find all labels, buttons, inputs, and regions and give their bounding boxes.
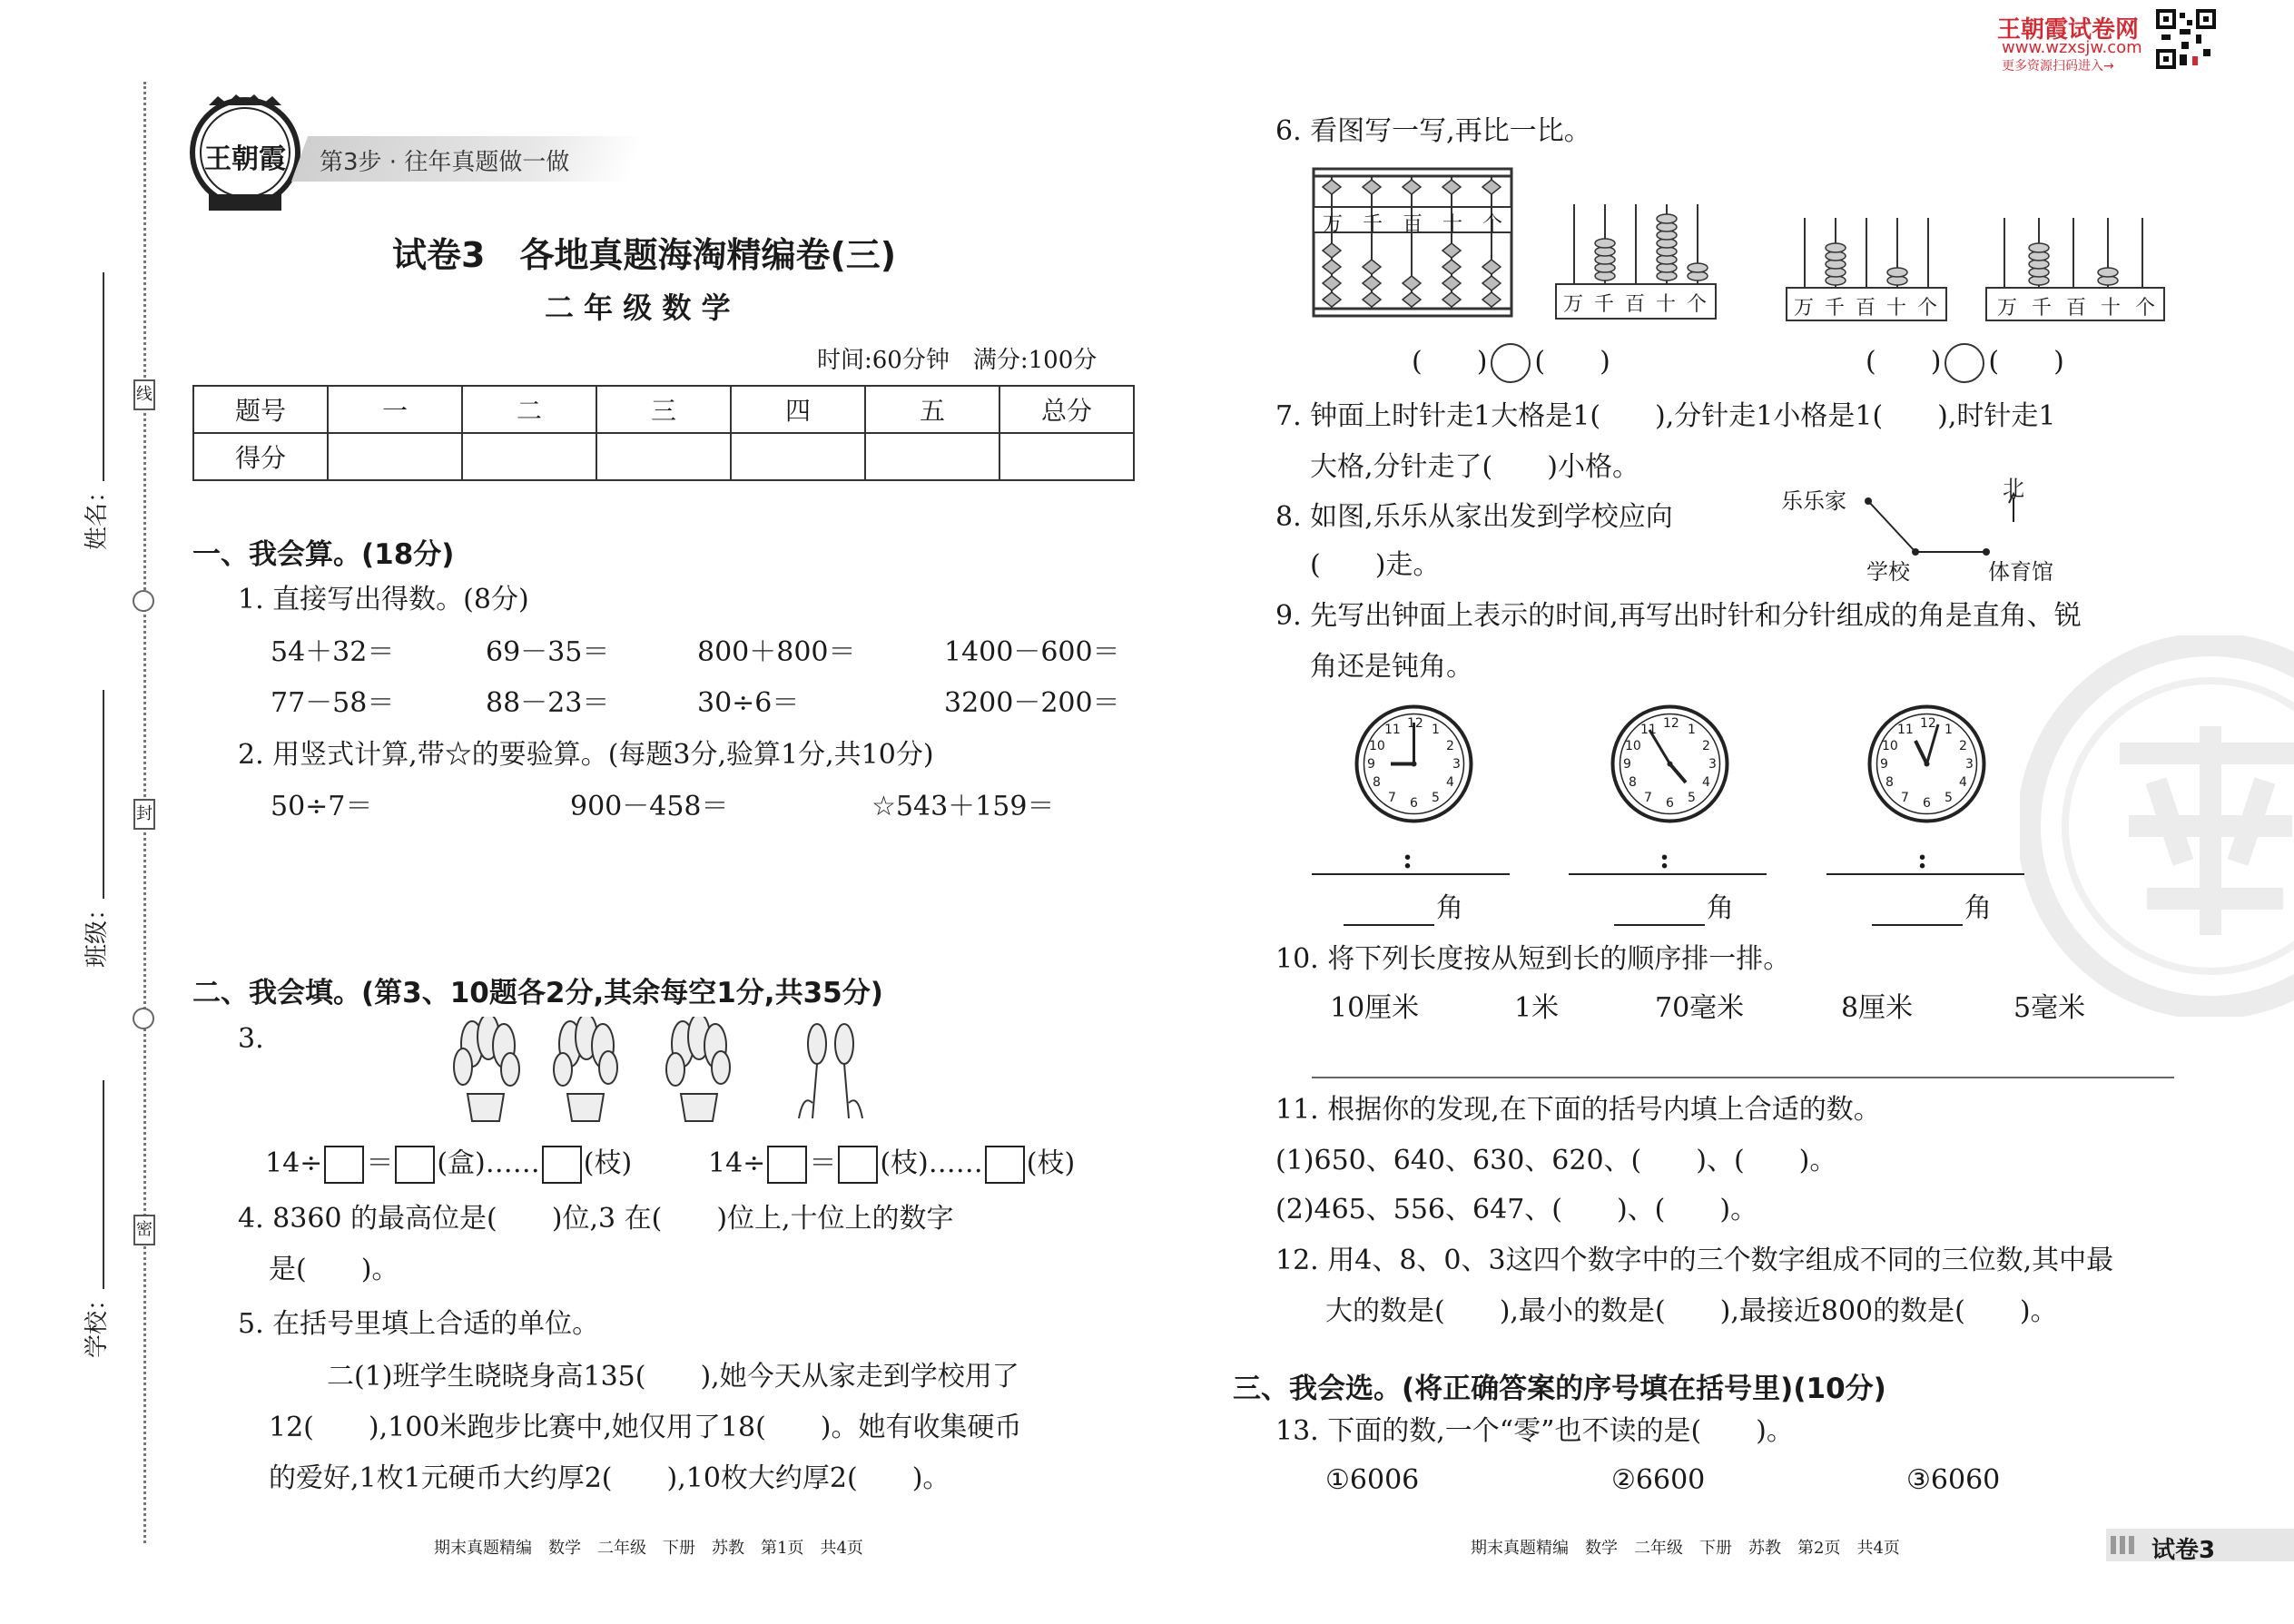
page-title: 试卷3 各地真题海淘精编卷(三) — [392, 235, 897, 275]
score-cell[interactable] — [328, 433, 462, 480]
answer-box[interactable] — [542, 1146, 582, 1184]
q9-line1: 9. 先写出钟面上表示的时间,再写出时针和分针组成的角是直角、锐 — [1275, 600, 2082, 632]
q1-item: 800＋800＝ — [697, 636, 856, 668]
clock-number: 11 — [1640, 723, 1657, 737]
flower-pot-icon — [666, 1017, 730, 1121]
clock-number: 1 — [1944, 723, 1953, 737]
q3-equation-2 — [708, 1146, 1075, 1184]
q13-title: 13. 下面的数,一个“零”也不读的是( )。 — [1275, 1415, 1794, 1447]
class-label: 班级： — [84, 896, 112, 969]
clock-number: 12 — [1407, 716, 1423, 731]
clock-number: 10 — [1369, 739, 1385, 753]
angle-label: 角 — [1707, 892, 1734, 924]
score-cell[interactable] — [731, 433, 865, 480]
clock-number: 5 — [1688, 791, 1696, 805]
q1-item: 1400－600＝ — [944, 636, 1120, 668]
abacus-label: 十 — [1442, 213, 1463, 236]
abacus-label: 百 — [1625, 293, 1646, 316]
abacus-label: 万 — [1323, 213, 1344, 236]
q6-compare-right — [1866, 343, 2064, 383]
score-header-cell: 总分 — [999, 386, 1134, 433]
class-line — [103, 690, 104, 899]
abacus-label: 百 — [2066, 297, 2087, 320]
eq-text: (盒)…… — [437, 1147, 540, 1179]
margin-mark-seal: 封 — [133, 799, 155, 830]
watermark-tip: 更多资源扫码进入→ — [2002, 59, 2114, 74]
eq-text: ＝ — [366, 1147, 394, 1179]
clock-number: 11 — [1897, 723, 1914, 737]
binding-hole-icon — [133, 1008, 154, 1029]
clock-2-numbers — [1609, 703, 1731, 825]
clock-number: 8 — [1373, 775, 1381, 790]
map-school-label: 学校 — [1866, 559, 1910, 585]
angle-blank-1[interactable] — [1344, 924, 1434, 926]
footer-tab-dots — [2111, 1536, 2136, 1554]
q13-option[interactable]: ②6600 — [1611, 1464, 1706, 1496]
q12-line1: 12. 用4、8、0、3这四个数字中的三个数字组成不同的三位数,其中最 — [1275, 1245, 2114, 1276]
angle-label: 角 — [1436, 892, 1463, 924]
map-north-label: 北 — [2003, 476, 2024, 501]
clock-number: 9 — [1623, 757, 1631, 772]
score-header-cell: 题号 — [193, 386, 328, 433]
watermark-url: www.wzxsjw.com — [2002, 38, 2142, 57]
abacus-label: 千 — [1825, 297, 1846, 320]
q11-line2: (2)465、556、647、( )、( )。 — [1275, 1194, 1758, 1225]
q5-line1: 二(1)班学生晓晓身高135( ),她今天从家走到学校用了 — [327, 1361, 1019, 1393]
q9-line2: 角还是钝角。 — [1310, 651, 1473, 683]
answer-box[interactable] — [324, 1146, 364, 1184]
q4-line1: 4. 8360 的最高位是( )位,3 在( )位上,十位上的数字 — [238, 1203, 954, 1235]
score-row-label: 得分 — [193, 433, 328, 480]
logo-text: 王朝霞 — [204, 143, 286, 175]
name-field[interactable] — [84, 272, 116, 551]
compare-circle[interactable] — [1491, 343, 1531, 383]
clock-3-numbers — [1866, 703, 1988, 825]
q10-item: 70毫米 — [1655, 992, 1745, 1024]
abacus-label: 个 — [1482, 213, 1503, 236]
abacus-label: 十 — [1656, 293, 1677, 316]
class-field[interactable] — [84, 690, 116, 969]
clock-number: 5 — [1432, 791, 1440, 805]
angle-blank-2[interactable] — [1614, 924, 1705, 926]
section3-title: 三、我会选。(将正确答案的序号填在括号里)(10分) — [1233, 1373, 1886, 1405]
clock-number: 10 — [1882, 739, 1898, 753]
clock-number: 3 — [1708, 757, 1717, 772]
clock-number: 9 — [1367, 757, 1375, 772]
flower-pot-icon — [454, 1017, 519, 1121]
clock-number: 8 — [1629, 775, 1637, 790]
page-subtitle: 二 年 级 数 学 — [545, 290, 731, 325]
clock-number: 7 — [1388, 791, 1396, 805]
clock-number: 8 — [1885, 775, 1894, 790]
section1-title: 一、我会算。(18分) — [192, 538, 455, 571]
eq-text: (枝)…… — [880, 1147, 983, 1179]
school-line — [103, 1080, 104, 1289]
score-cell[interactable] — [999, 433, 1134, 480]
binding-hole-icon — [133, 590, 154, 612]
answer-box[interactable] — [838, 1146, 878, 1184]
clock-number: 1 — [1688, 723, 1696, 737]
q5-line3: 的爱好,1枚1元硬币大约厚2( ),10枚大约厚2( )。 — [269, 1462, 950, 1494]
q1-item: 3200－200＝ — [944, 687, 1120, 719]
step-banner-text: 第3步 · 往年真题做一做 — [320, 149, 570, 176]
qr-code-icon — [2156, 9, 2216, 69]
q12-line2: 大的数是( ),最小的数是( ),最接近800的数是( )。 — [1325, 1295, 2058, 1327]
clock-number: 12 — [1920, 716, 1936, 731]
clock-number: 10 — [1625, 739, 1641, 753]
score-header-cell: 四 — [731, 386, 865, 433]
q1-item: 69－35＝ — [486, 636, 610, 668]
clock-number: 7 — [1901, 791, 1909, 805]
q10-title: 10. 将下列长度按从短到长的顺序排一排。 — [1275, 943, 1791, 975]
abacus-label: 个 — [1687, 293, 1708, 316]
abacus-label: 十 — [2101, 297, 2122, 320]
name-line — [103, 272, 104, 481]
flower-pot-icon — [554, 1017, 617, 1121]
score-cell[interactable] — [596, 433, 731, 480]
abacus-label: 万 — [1794, 297, 1815, 320]
answer-blank[interactable]: ( ) — [1988, 346, 2064, 378]
score-header-cell: 二 — [462, 386, 596, 433]
secret-seal-watermark — [2020, 635, 2294, 1017]
abacus-label: 个 — [2135, 297, 2156, 320]
answer-box[interactable] — [985, 1146, 1025, 1184]
q5-title: 5. 在括号里填上合适的单位。 — [238, 1308, 600, 1340]
time-colon: : — [1403, 843, 1413, 875]
margin-mark-line: 线 — [133, 379, 155, 410]
footer-right: 期末真题精编 数学 二年级 下册 苏教 第2页 共4页 — [1471, 1539, 1900, 1558]
name-label: 姓名： — [84, 478, 112, 551]
eq-text: 14÷ — [708, 1147, 766, 1179]
score-header-cell: 五 — [865, 386, 999, 433]
score-table-row — [193, 433, 1134, 480]
q11-title: 11. 根据你的发现,在下面的括号内填上合适的数。 — [1275, 1094, 1881, 1126]
q6-compare-left — [1412, 343, 1610, 383]
time-info: 时间:60分钟 满分:100分 — [817, 347, 1098, 374]
abacus-label: 万 — [1563, 293, 1584, 316]
q1-title: 1. 直接写出得数。(8分) — [238, 584, 529, 615]
clock-number: 2 — [1959, 739, 1967, 753]
q3-equation-1 — [265, 1146, 632, 1184]
q3-number: 3. — [238, 1023, 264, 1055]
abacus-label: 十 — [1886, 297, 1907, 320]
abacus-label: 千 — [1594, 293, 1615, 316]
score-header-cell: 一 — [328, 386, 462, 433]
abacus-label: 百 — [1856, 297, 1876, 320]
score-table — [192, 385, 1135, 481]
footer-left: 期末真题精编 数学 二年级 下册 苏教 第1页 共4页 — [434, 1539, 863, 1558]
clock-number: 7 — [1644, 791, 1652, 805]
eq-text: ＝ — [809, 1147, 837, 1179]
watermark-brand: 王朝霞试卷网 — [1997, 16, 2140, 44]
clock-number: 4 — [1446, 775, 1454, 790]
clock-number: 9 — [1880, 757, 1888, 772]
clock-number: 2 — [1702, 739, 1710, 753]
q2-item: 900－458＝ — [570, 791, 729, 822]
abacus-label: 千 — [1363, 213, 1383, 236]
answer-blank[interactable]: ( ) — [1866, 346, 1942, 378]
angle-label: 角 — [1964, 892, 1992, 924]
q1-item: 77－58＝ — [271, 687, 395, 719]
school-label: 学校： — [84, 1286, 112, 1359]
answer-blank[interactable]: ( ) — [1412, 346, 1488, 378]
logo — [186, 93, 304, 215]
margin-mark-secret: 密 — [133, 1215, 155, 1245]
q2-item: 50÷7＝ — [271, 791, 373, 822]
compare-circle[interactable] — [1944, 343, 1984, 383]
q10-item: 10厘米 — [1330, 992, 1420, 1024]
time-colon: : — [1917, 843, 1928, 875]
q11-line1: (1)650、640、630、620、( )、( )。 — [1275, 1145, 1837, 1176]
q1-item: 30÷6＝ — [697, 687, 800, 719]
abacus-1 — [1312, 165, 1513, 320]
q2-item: ☆543＋159＝ — [871, 791, 1055, 822]
q10-item: 5毫米 — [2013, 992, 2086, 1024]
answer-blank[interactable]: ( ) — [1534, 346, 1610, 378]
q10-answer-line[interactable] — [1312, 1077, 2174, 1078]
clock-number: 6 — [1410, 796, 1418, 811]
eq-text: (枝) — [583, 1147, 633, 1179]
map-home-label: 乐乐家 — [1781, 488, 1846, 514]
abacus-label: 个 — [1917, 297, 1938, 320]
angle-blank-3[interactable] — [1872, 924, 1963, 926]
q7-line2: 大格,分针走了( )小格。 — [1310, 451, 1639, 483]
score-cell[interactable] — [865, 433, 999, 480]
eq-text: (枝) — [1026, 1147, 1076, 1179]
q1-item: 88－23＝ — [486, 687, 610, 719]
q4-line2: 是( )。 — [269, 1254, 399, 1285]
score-table-header — [193, 386, 1134, 433]
abacus-label: 千 — [2032, 297, 2053, 320]
clock-number: 4 — [1702, 775, 1710, 790]
footer-tab: 试卷3 — [2151, 1537, 2216, 1564]
score-header-cell: 三 — [596, 386, 731, 433]
abacus-label: 万 — [1997, 297, 2018, 320]
clock-number: 5 — [1944, 791, 1953, 805]
q10-item: 1米 — [1514, 992, 1560, 1024]
clock-number: 1 — [1432, 723, 1440, 737]
answer-box[interactable] — [767, 1146, 807, 1184]
school-field[interactable] — [84, 1080, 116, 1359]
clock-number: 12 — [1663, 716, 1679, 731]
answer-box[interactable] — [395, 1146, 435, 1184]
q5-line2: 12( ),100米跑步比赛中,她仅用了18( )。她有收集硬币 — [269, 1412, 1022, 1443]
clock-number: 3 — [1452, 757, 1461, 772]
q6-title: 6. 看图写一写,再比一比。 — [1275, 115, 1591, 147]
q1-item: 54＋32＝ — [271, 636, 395, 668]
clock-number: 2 — [1446, 739, 1454, 753]
q13-option[interactable]: ①6006 — [1325, 1464, 1420, 1496]
flower-pot-images — [436, 1017, 908, 1124]
abacus-label: 百 — [1403, 213, 1423, 236]
q13-option[interactable]: ③6060 — [1906, 1464, 2001, 1496]
q8-line1: 8. 如图,乐乐从家出发到学校应向 — [1275, 501, 1673, 533]
clock-number: 6 — [1666, 796, 1674, 811]
time-colon: : — [1659, 843, 1670, 875]
map-gym-label: 体育馆 — [1988, 559, 2053, 585]
clock-number: 11 — [1384, 723, 1401, 737]
clock-number: 4 — [1959, 775, 1967, 790]
eq-text: 14÷ — [265, 1147, 323, 1179]
clock-number: 6 — [1923, 796, 1931, 811]
loose-flowers-icon — [799, 1024, 862, 1118]
q8-line2: ( )走。 — [1310, 549, 1441, 581]
clock-number: 3 — [1965, 757, 1974, 772]
score-cell[interactable] — [462, 433, 596, 480]
clock-1-numbers — [1353, 703, 1475, 825]
q2-title: 2. 用竖式计算,带☆的要验算。(每题3分,验算1分,共10分) — [238, 739, 934, 771]
q10-item: 8厘米 — [1841, 992, 1914, 1024]
section2-title: 二、我会填。(第3、10题各2分,其余每空1分,共35分) — [192, 977, 883, 1009]
q7-line1: 7. 钟面上时针走1大格是1( ),分针走1小格是1( ),时针走1 — [1275, 400, 2056, 432]
